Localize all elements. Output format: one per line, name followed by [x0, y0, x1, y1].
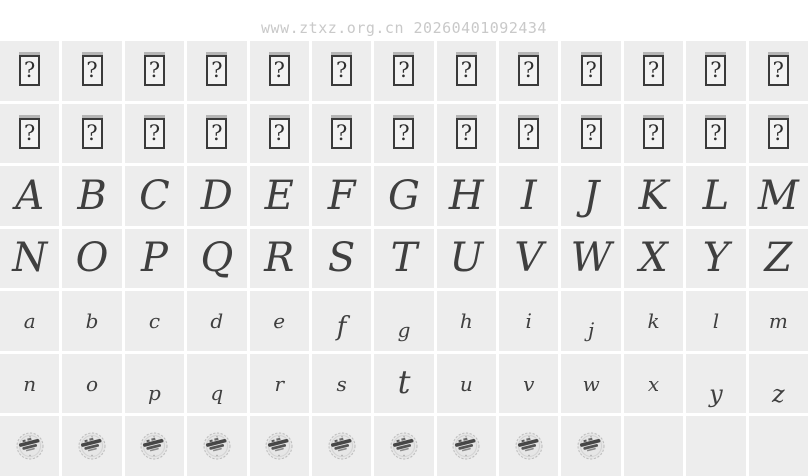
glyph-cell-notdef — [125, 104, 184, 164]
glyph-letter: w — [582, 371, 600, 396]
notdef-question-mark: ? — [24, 120, 36, 145]
glyph-letter: y — [709, 379, 723, 408]
glyph-cell-U — [437, 229, 496, 289]
glyph-cell-t — [374, 354, 433, 414]
notdef-question-mark: ? — [710, 58, 722, 83]
page-header — [0, 0, 808, 41]
glyph-letter: D — [200, 172, 233, 219]
glyph-cell-y — [686, 354, 745, 414]
glyph-cell-j — [561, 291, 620, 351]
glyph-letter: t — [397, 362, 411, 401]
notdef-question-mark: ? — [585, 58, 597, 83]
glyph-letter: x — [647, 371, 660, 396]
glyph-cell-stamp — [499, 416, 558, 476]
glyph-letter: I — [520, 172, 537, 219]
glyph-letter: b — [85, 309, 99, 334]
glyph-cell-v — [499, 354, 558, 414]
notdef-question-mark: ? — [772, 120, 784, 145]
glyph-letter: n — [23, 371, 37, 396]
glyph-cell-notdef — [187, 104, 246, 164]
foundry-stamp-icon — [514, 431, 544, 461]
notdef-box-icon — [581, 55, 602, 86]
foundry-stamp-icon — [389, 431, 419, 461]
glyph-letter: C — [139, 172, 170, 219]
glyph-cell-notdef — [312, 104, 371, 164]
glyph-cell-N — [0, 229, 59, 289]
glyph-cell-stamp — [62, 416, 121, 476]
foundry-stamp-icon — [327, 431, 357, 461]
glyph-cell-notdef — [624, 104, 683, 164]
glyph-letter: R — [264, 235, 295, 282]
glyph-letter: m — [768, 309, 788, 334]
glyph-cell-notdef — [250, 104, 309, 164]
notdef-question-mark: ? — [710, 120, 722, 145]
glyph-cell-z — [749, 354, 808, 414]
glyph-cell-stamp — [125, 416, 184, 476]
foundry-stamp-icon — [202, 431, 232, 461]
glyph-letter: T — [390, 235, 418, 282]
notdef-question-mark: ? — [211, 58, 223, 83]
glyph-cell-E — [250, 166, 309, 226]
notdef-question-mark: ? — [523, 120, 535, 145]
glyph-cell-r — [250, 354, 309, 414]
glyph-cell-stamp — [0, 416, 59, 476]
glyph-cell-w — [561, 354, 620, 414]
glyph-cell-p — [125, 354, 184, 414]
notdef-box-icon — [768, 55, 789, 86]
notdef-box-icon — [643, 55, 664, 86]
notdef-box-icon — [393, 118, 414, 149]
glyph-cell-notdef — [187, 41, 246, 101]
glyph-cell-notdef — [499, 104, 558, 164]
foundry-stamp-icon — [576, 431, 606, 461]
notdef-question-mark: ? — [335, 58, 348, 83]
foundry-stamp-icon — [15, 431, 45, 461]
notdef-box-icon — [19, 118, 40, 149]
glyph-letter: K — [638, 172, 669, 219]
glyph-cell-notdef — [499, 41, 558, 101]
notdef-box-icon — [331, 118, 352, 149]
glyph-cell-notdef — [250, 41, 309, 101]
notdef-box-icon — [331, 55, 352, 86]
glyph-cell-notdef — [437, 104, 496, 164]
glyph-letter: F — [327, 172, 356, 219]
glyph-cell-notdef — [749, 104, 808, 164]
glyph-cell-C — [125, 166, 184, 226]
glyph-cell-f — [312, 291, 371, 351]
notdef-question-mark: ? — [211, 120, 223, 145]
notdef-box-icon — [206, 55, 227, 86]
glyph-letter: r — [274, 371, 284, 396]
glyph-cell-T — [374, 229, 433, 289]
notdef-box-icon — [269, 55, 290, 86]
glyph-cell-g — [374, 291, 433, 351]
notdef-question-mark: ? — [148, 58, 161, 83]
glyph-cell-s — [312, 354, 371, 414]
glyph-cell-empty — [749, 416, 808, 476]
glyph-cell-o — [62, 354, 121, 414]
glyph-letter: Y — [702, 235, 730, 282]
glyph-cell-empty — [686, 416, 745, 476]
notdef-box-icon — [643, 118, 664, 149]
glyph-cell-c — [125, 291, 184, 351]
notdef-box-icon — [206, 118, 227, 149]
notdef-box-icon — [518, 55, 539, 86]
glyph-letter: O — [75, 235, 109, 282]
glyph-cell-stamp — [561, 416, 620, 476]
notdef-question-mark: ? — [86, 58, 98, 83]
notdef-question-mark: ? — [398, 120, 410, 145]
glyph-cell-u — [437, 354, 496, 414]
glyph-cell-notdef — [312, 41, 371, 101]
glyph-cell-empty — [624, 416, 683, 476]
glyph-cell-Z — [749, 229, 808, 289]
glyph-cell-k — [624, 291, 683, 351]
glyph-cell-R — [250, 229, 309, 289]
notdef-question-mark: ? — [86, 120, 98, 145]
glyph-cell-a — [0, 291, 59, 351]
glyph-cell-K — [624, 166, 683, 226]
glyph-cell-S — [312, 229, 371, 289]
glyph-letter: q — [210, 380, 224, 405]
glyph-cell-notdef — [624, 41, 683, 101]
glyph-cell-d — [187, 291, 246, 351]
glyph-cell-notdef — [686, 41, 745, 101]
glyph-cell-X — [624, 229, 683, 289]
glyph-letter: H — [448, 172, 484, 219]
glyph-cell-I — [499, 166, 558, 226]
foundry-stamp-icon — [77, 431, 107, 461]
notdef-box-icon — [581, 118, 602, 149]
glyph-letter: S — [327, 235, 356, 282]
glyph-cell-M — [749, 166, 808, 226]
glyph-cell-O — [62, 229, 121, 289]
notdef-box-icon — [144, 55, 165, 86]
glyph-cell-stamp — [312, 416, 371, 476]
notdef-box-icon — [456, 118, 477, 149]
glyph-cell-stamp — [374, 416, 433, 476]
glyph-letter: M — [757, 172, 799, 219]
glyph-cell-q — [187, 354, 246, 414]
notdef-box-icon — [705, 118, 726, 149]
glyph-letter: Q — [200, 235, 234, 282]
glyph-cell-notdef — [62, 41, 121, 101]
notdef-box-icon — [19, 55, 40, 86]
glyph-cell-V — [499, 229, 558, 289]
glyph-letter: e — [273, 309, 286, 334]
glyph-letter: h — [459, 309, 473, 334]
glyph-letter: v — [523, 371, 535, 396]
glyph-letter: U — [449, 235, 484, 282]
glyph-letter: i — [525, 309, 532, 334]
notdef-question-mark: ? — [273, 120, 285, 145]
glyph-cell-x — [624, 354, 683, 414]
glyph-cell-h — [437, 291, 496, 351]
glyph-letter: G — [388, 172, 420, 219]
notdef-question-mark: ? — [647, 120, 660, 145]
foundry-stamp-icon — [139, 431, 169, 461]
glyph-cell-b — [62, 291, 121, 351]
glyph-grid — [0, 41, 808, 476]
notdef-question-mark: ? — [273, 58, 285, 83]
notdef-question-mark: ? — [460, 120, 472, 145]
glyph-cell-notdef — [0, 104, 59, 164]
glyph-cell-stamp — [187, 416, 246, 476]
glyph-cell-notdef — [374, 41, 433, 101]
notdef-question-mark: ? — [24, 58, 36, 83]
notdef-question-mark: ? — [772, 58, 784, 83]
glyph-cell-i — [499, 291, 558, 351]
glyph-cell-H — [437, 166, 496, 226]
notdef-box-icon — [518, 118, 539, 149]
watermark-text: www.ztxz.org.cn 20260401092434 — [261, 19, 547, 37]
glyph-cell-notdef — [561, 104, 620, 164]
glyph-letter: X — [639, 235, 668, 282]
glyph-cell-notdef — [125, 41, 184, 101]
glyph-cell-notdef — [437, 41, 496, 101]
notdef-box-icon — [144, 118, 165, 149]
glyph-cell-G — [374, 166, 433, 226]
glyph-letter: A — [15, 172, 45, 219]
glyph-letter: E — [264, 172, 294, 219]
glyph-cell-Y — [686, 229, 745, 289]
glyph-cell-stamp — [250, 416, 309, 476]
foundry-stamp-icon — [264, 431, 294, 461]
notdef-question-mark: ? — [585, 120, 597, 145]
notdef-question-mark: ? — [523, 58, 535, 83]
glyph-cell-l — [686, 291, 745, 351]
foundry-stamp-icon — [451, 431, 481, 461]
glyph-letter: N — [12, 235, 48, 282]
glyph-letter: s — [336, 371, 347, 396]
glyph-cell-D — [187, 166, 246, 226]
notdef-box-icon — [269, 118, 290, 149]
glyph-letter: k — [647, 309, 660, 334]
glyph-cell-Q — [187, 229, 246, 289]
glyph-cell-J — [561, 166, 620, 226]
glyph-letter: B — [77, 172, 107, 219]
notdef-box-icon — [456, 55, 477, 86]
glyph-letter: g — [397, 318, 411, 343]
glyph-letter: Z — [764, 235, 793, 282]
glyph-letter: V — [514, 235, 544, 282]
notdef-box-icon — [768, 118, 789, 149]
glyph-cell-m — [749, 291, 808, 351]
glyph-cell-P — [125, 229, 184, 289]
notdef-box-icon — [705, 55, 726, 86]
glyph-letter: l — [712, 309, 720, 334]
notdef-question-mark: ? — [647, 58, 660, 83]
glyph-cell-e — [250, 291, 309, 351]
notdef-question-mark: ? — [398, 58, 410, 83]
glyph-cell-n — [0, 354, 59, 414]
glyph-letter: L — [702, 172, 730, 219]
glyph-cell-notdef — [0, 41, 59, 101]
glyph-letter: p — [148, 380, 161, 405]
glyph-letter: d — [210, 309, 224, 334]
glyph-letter: c — [148, 309, 161, 334]
glyph-letter: u — [459, 371, 473, 396]
glyph-cell-notdef — [749, 41, 808, 101]
glyph-letter: a — [23, 309, 36, 334]
glyph-cell-notdef — [561, 41, 620, 101]
glyph-letter: f — [336, 312, 347, 343]
glyph-cell-notdef — [686, 104, 745, 164]
notdef-question-mark: ? — [335, 120, 348, 145]
glyph-letter: W — [570, 235, 612, 282]
notdef-box-icon — [82, 118, 103, 149]
glyph-cell-W — [561, 229, 620, 289]
notdef-box-icon — [82, 55, 103, 86]
glyph-cell-L — [686, 166, 745, 226]
glyph-cell-notdef — [374, 104, 433, 164]
glyph-letter: o — [86, 371, 99, 396]
glyph-letter: J — [583, 172, 600, 219]
glyph-letter: P — [140, 235, 168, 282]
glyph-cell-A — [0, 166, 59, 226]
notdef-question-mark: ? — [148, 120, 161, 145]
glyph-cell-B — [62, 166, 121, 226]
notdef-question-mark: ? — [460, 58, 472, 83]
glyph-cell-notdef — [62, 104, 121, 164]
notdef-box-icon — [393, 55, 414, 86]
glyph-letter: j — [588, 318, 595, 343]
glyph-cell-F — [312, 166, 371, 226]
glyph-cell-stamp — [437, 416, 496, 476]
glyph-letter: z — [771, 379, 785, 408]
